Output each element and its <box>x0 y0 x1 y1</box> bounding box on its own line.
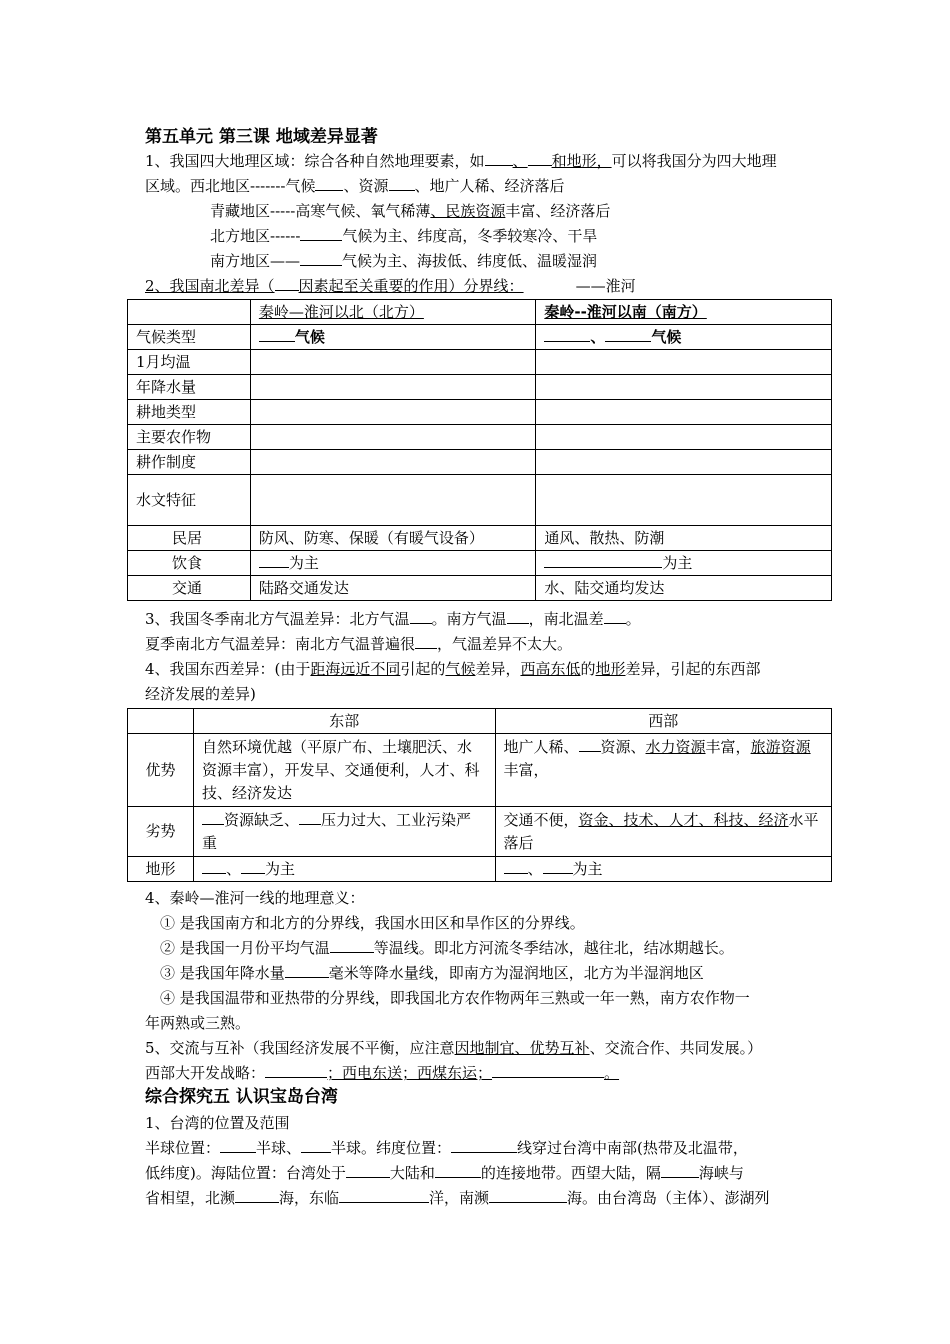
blank[interactable] <box>300 250 342 266</box>
s6-line1 <box>145 1036 815 1060</box>
s7-l2-text-d: 海峡与 <box>698 1164 744 1182</box>
s6-l2-text-c: 。 <box>604 1064 620 1082</box>
blank[interactable] <box>259 552 289 568</box>
blank[interactable] <box>528 150 552 166</box>
table1-header-north: 秦岭—淮河以北（北方） <box>250 300 535 325</box>
s4-text-h: 地形 <box>595 660 626 678</box>
row-label-disadvantage: 劣势 <box>128 807 194 857</box>
west-adv-line2: 丰富， <box>503 761 549 779</box>
s5-i3-text-a: ③ 是我国年降水量 <box>160 964 285 982</box>
s7-l3-text-b: 海，东临 <box>279 1189 340 1207</box>
table2-header-east: 东部 <box>193 709 495 734</box>
blank[interactable] <box>301 1137 331 1153</box>
table1-header-south: 秦岭--淮河以南（南方） <box>536 300 832 325</box>
west-dis-line2: 落后 <box>503 833 534 852</box>
s7-line3 <box>145 1186 815 1210</box>
s2-heading-c: ——淮河 <box>575 277 636 295</box>
s4-text-f: 西高东低 <box>520 660 581 678</box>
south-climate-cell: 、 气候 <box>536 325 832 350</box>
s1-line4 <box>210 224 880 248</box>
east-advantage-cell <box>193 734 495 807</box>
s3-line2 <box>145 632 815 656</box>
blank[interactable] <box>265 1062 327 1078</box>
s7-l1-text-d: 线穿过台湾中南部(热带及北温带， <box>517 1139 748 1157</box>
blank[interactable] <box>544 552 662 568</box>
south-food-cell: 为主 <box>536 551 832 576</box>
blank[interactable] <box>435 1162 481 1178</box>
s2-heading <box>145 274 815 298</box>
east-disadvantage-cell <box>193 807 495 857</box>
s2-heading-b: 因素起至关重要的作用）分界线： <box>298 277 524 295</box>
blank[interactable] <box>346 1162 390 1178</box>
answer-cell[interactable] <box>536 350 832 375</box>
s7-l3-text-d: 海。由台湾岛（主体）、澎湖列 <box>567 1189 770 1207</box>
blank[interactable] <box>605 326 651 342</box>
blank[interactable] <box>330 937 374 953</box>
blank[interactable] <box>485 150 513 166</box>
s5-heading: 4、秦岭—淮河一线的地理意义： <box>145 889 365 907</box>
table2-header-west: 西部 <box>495 709 832 734</box>
blank[interactable] <box>299 809 321 825</box>
s3-line1 <box>145 607 815 631</box>
s1-l2-text-b: 、资源 <box>343 177 389 195</box>
s1-l2-text-a: 区域。西北地区-------气候 <box>145 177 316 195</box>
s4-text-a: 4、我国东西差异：(由于 <box>145 660 311 678</box>
blank[interactable] <box>543 858 573 874</box>
answer-cell[interactable] <box>250 400 535 425</box>
answer-cell[interactable] <box>536 450 832 475</box>
blank[interactable] <box>259 326 295 342</box>
answer-cell[interactable] <box>250 450 535 475</box>
s5-i2-text-b: 等温线。即北方河流冬季结冰，越往北，结冰期越长。 <box>373 939 734 957</box>
table2-corner <box>128 709 194 734</box>
unit-title: 第五单元 第三课 地域差异显著 <box>145 127 378 147</box>
s3-text-a: 3、我国冬季南北方气温差异：北方气温 <box>145 610 410 628</box>
s1-line5 <box>210 249 880 273</box>
east-adv-line2: 资源丰富），开发早、交通便利，人才、科 <box>201 760 480 779</box>
s4-text-e: 差异， <box>475 660 521 678</box>
east-dis-line1: 资源缺乏、 压力过大、工业污染严 <box>202 809 487 832</box>
s7-l3-text-a: 省相望，北濒 <box>145 1189 236 1207</box>
north-south-table <box>127 299 832 601</box>
s3-text-b: 。南方气温 <box>431 610 507 628</box>
blank[interactable] <box>661 1162 699 1178</box>
blank[interactable] <box>451 1137 517 1153</box>
row-label-rain: 年降水量 <box>128 375 251 400</box>
blank[interactable] <box>604 608 626 624</box>
row-label-farm: 耕地类型 <box>128 400 251 425</box>
blank[interactable] <box>315 175 343 191</box>
blank[interactable] <box>492 1062 604 1078</box>
blank[interactable] <box>415 633 437 649</box>
s1-l3-text-a: 青藏地区-----高寒气候、氧气稀薄 <box>210 202 431 220</box>
north-climate-cell: 气候 <box>250 325 535 350</box>
row-label-house: 民居 <box>128 526 251 551</box>
east-west-table <box>127 708 832 882</box>
row-label-crop: 主要农作物 <box>128 425 251 450</box>
row-label-food: 饮食 <box>128 551 251 576</box>
answer-cell[interactable] <box>536 400 832 425</box>
s1-line2 <box>145 174 815 198</box>
s7-l1-text-a: 半球位置： <box>145 1139 221 1157</box>
s6-text-b: 因地制宜、优势互补 <box>454 1039 590 1057</box>
s1-text-b: 、 <box>512 152 528 170</box>
s7-heading: 1、台湾的位置及范围 <box>145 1114 290 1132</box>
row-label-advantage: 优势 <box>128 734 194 807</box>
blank[interactable] <box>300 225 342 241</box>
row-label-jan: 1月均温 <box>128 350 251 375</box>
s4-text-i: 差异，引起的东西部 <box>625 660 761 678</box>
s6-l2-text-b: ；西电东送；西煤东运； <box>327 1064 493 1082</box>
s1-line3 <box>210 199 880 223</box>
north-traffic-cell: 陆路交通发达 <box>250 576 535 601</box>
answer-cell[interactable] <box>250 425 535 450</box>
blank[interactable] <box>489 1187 567 1203</box>
s1-text-d: 可以将我国分为四大地理 <box>611 152 777 170</box>
north-house-cell: 防风、防寒、保暖（有暖气设备） <box>250 526 535 551</box>
answer-cell[interactable] <box>536 425 832 450</box>
west-disadvantage-cell <box>495 807 832 857</box>
s4-text-g: 的 <box>580 660 596 678</box>
west-adv-line1: 地广人稀、 资源、水力资源丰富，旅游资源 <box>503 738 811 756</box>
west-advantage-cell <box>495 734 832 807</box>
s5-item2 <box>160 936 830 960</box>
answer-cell[interactable] <box>250 475 535 526</box>
blank[interactable] <box>504 858 528 874</box>
north-food-cell: 为主 <box>250 551 535 576</box>
table1-corner <box>128 300 251 325</box>
blank[interactable] <box>579 736 601 752</box>
s3-l2-text-b: ，气温差异不太大。 <box>437 635 573 653</box>
blank[interactable] <box>339 1187 429 1203</box>
blank[interactable] <box>220 1137 256 1153</box>
east-dis-line2: 重 <box>201 833 217 852</box>
s5-item4: ④ 是我国温带和亚热带的分界线，即我国北方农作物两年三熟或一年一熟，南方农作物一 <box>160 989 750 1007</box>
s1-l4-text-a: 北方地区------ <box>210 227 301 245</box>
s6-text-c: 、交流合作、共同发展。） <box>589 1039 763 1057</box>
row-label-water: 水文特征 <box>128 475 251 526</box>
s7-line2 <box>145 1161 815 1185</box>
s7-l1-text-c: 半球。纬度位置： <box>331 1139 452 1157</box>
south-traffic-cell: 水、陆交通均发达 <box>536 576 832 601</box>
s6-l2-text-a: 西部大开发战略： <box>145 1064 266 1082</box>
s5-item3 <box>160 961 830 985</box>
s6-text-a: 5、交流与互补（我国经济发展不平衡，应注意 <box>145 1039 455 1057</box>
s5-item4-cont: 年两熟或三熟。 <box>145 1014 251 1032</box>
answer-cell[interactable] <box>536 375 832 400</box>
s5-item1: ① 是我国南方和北方的分界线，我国水田区和旱作区的分界线。 <box>160 914 585 932</box>
s1-l3-text-c: 丰富、经济落后 <box>505 202 611 220</box>
row-label-terrain: 地形 <box>128 857 194 882</box>
blank[interactable] <box>202 809 224 825</box>
s7-line1 <box>145 1136 815 1160</box>
s4-text-d: 气候 <box>445 660 476 678</box>
s4-text-b: 距海远近不同 <box>310 660 401 678</box>
s7-l2-text-a: 低纬度)。海陆位置：台湾处于 <box>145 1164 346 1182</box>
east-terrain-cell: 、 为主 <box>193 857 495 882</box>
s7-l2-text-b: 大陆和 <box>389 1164 435 1182</box>
s1-text-c: 和地形， <box>551 152 612 170</box>
s1-l3-text-b: 、民族资源 <box>430 202 506 220</box>
blank[interactable] <box>275 275 299 291</box>
blank[interactable] <box>202 858 226 874</box>
blank[interactable] <box>285 962 329 978</box>
blank[interactable] <box>410 608 432 624</box>
blank[interactable] <box>235 1187 279 1203</box>
s1-l2-text-c: 、地广人稀、经济落后 <box>414 177 565 195</box>
answer-cell[interactable] <box>250 350 535 375</box>
s4-text-c: 引起的 <box>400 660 446 678</box>
s7-l1-text-b: 半球、 <box>256 1139 302 1157</box>
s3-l2-text-a: 夏季南北方气温差异：南北方气温普遍很 <box>145 635 416 653</box>
s4-line2: 经济发展的差异) <box>145 685 256 703</box>
s3-text-d: 。 <box>625 610 641 628</box>
answer-cell[interactable] <box>250 375 535 400</box>
section-title-taiwan: 综合探究五 认识宝岛台湾 <box>145 1087 338 1107</box>
s6-line2 <box>145 1061 815 1085</box>
s2-heading-a: 2、我国南北差异（ <box>145 277 275 295</box>
s7-l3-text-c: 洋，南濒 <box>429 1189 490 1207</box>
east-adv-line3: 技、经济发达 <box>201 783 292 802</box>
blank[interactable] <box>544 326 590 342</box>
s1-l5-text-b: 气候为主、海拔低、纬度低、温暖湿润 <box>342 252 598 270</box>
south-house-cell: 通风、散热、防潮 <box>536 526 832 551</box>
row-label-system: 耕作制度 <box>128 450 251 475</box>
blank[interactable] <box>389 175 415 191</box>
s3-text-c: ，南北温差 <box>528 610 604 628</box>
s1-l5-text-a: 南方地区—— <box>210 252 301 270</box>
blank[interactable] <box>241 858 265 874</box>
blank[interactable] <box>507 608 529 624</box>
s1-line1 <box>145 149 815 173</box>
s1-text-a: 1、我国四大地理区域：综合各种自然地理要素，如 <box>145 152 485 170</box>
west-terrain-cell: 、 为主 <box>495 857 832 882</box>
east-adv-line1: 自然环境优越（平原广布、土壤肥沃、水 <box>201 737 472 756</box>
s7-l2-text-c: 的连接地带。西望大陆，隔 <box>480 1164 661 1182</box>
row-label-traffic: 交通 <box>128 576 251 601</box>
row-label-climate: 气候类型 <box>128 325 251 350</box>
s5-i2-text-a: ② 是我国一月份平均气温 <box>160 939 330 957</box>
s1-l4-text-b: 气候为主、纬度高，冬季较寒冷、干旱 <box>342 227 598 245</box>
s4-line1 <box>145 657 815 681</box>
answer-cell[interactable] <box>536 475 832 526</box>
west-dis-line1: 交通不便，资金、技术、人才、科技、经济水平 <box>503 810 819 829</box>
s5-i3-text-b: 毫米等降水量线，即南方为湿润地区，北方为半湿润地区 <box>328 964 704 982</box>
